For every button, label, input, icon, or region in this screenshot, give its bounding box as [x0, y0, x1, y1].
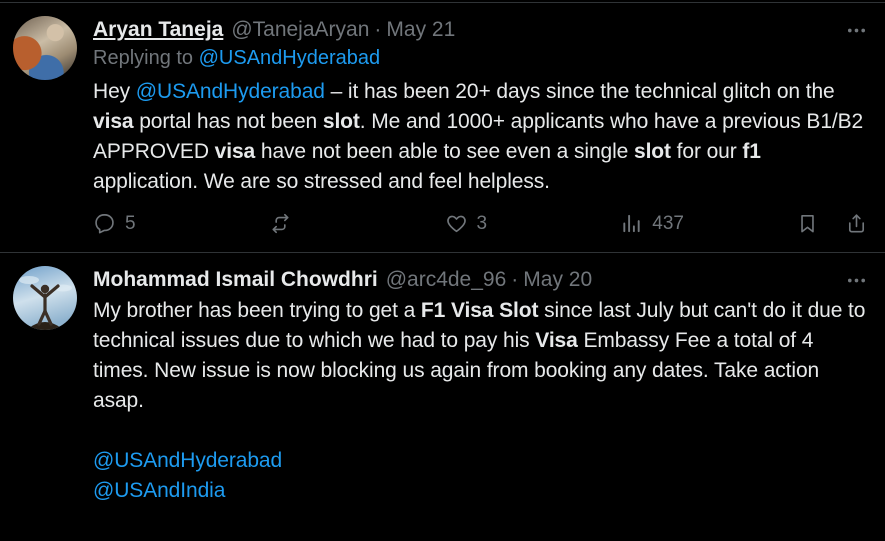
tweet-aryan-taneja[interactable] [0, 2, 885, 252]
tweet-meta [231, 16, 455, 44]
highlighted-keyword: F1 Visa Slot [420, 299, 539, 322]
replying-to-mention-link[interactable]: @USAndHyderabad [198, 47, 381, 69]
display-name[interactable]: Mohammad Ismail Chowdhri [93, 268, 378, 291]
more-icon [845, 269, 868, 292]
like-count: 3 [476, 212, 488, 234]
highlighted-keyword: slot [633, 140, 671, 163]
more-menu-button[interactable] [835, 16, 868, 42]
tweet-meta [386, 266, 592, 294]
bookmark-icon [796, 212, 819, 235]
tweet-content [93, 266, 868, 506]
mention-link[interactable]: @USAndHyderabad [135, 80, 325, 103]
avatar-mohammad-ismail[interactable] [13, 266, 77, 330]
replying-to-line [93, 44, 868, 72]
avatar-column [13, 16, 77, 252]
tweet-header [93, 266, 868, 294]
views-button[interactable] [620, 212, 684, 235]
more-icon [845, 19, 868, 42]
separator-dot: · [374, 18, 382, 41]
text-segment: Embassy Fee a total of 4 times. New issue is now blocking us again from booking any dates. Take action asap. [93, 329, 820, 412]
tweet-timestamp[interactable]: May 21 [386, 18, 456, 41]
tweet-action-bar [93, 212, 868, 252]
replying-to-label: Replying to [93, 47, 199, 69]
tweet-text [93, 296, 868, 506]
user-handle[interactable]: @arc4de_96 [385, 268, 507, 291]
highlighted-keyword: visa [214, 140, 256, 163]
text-segment: portal has not been [133, 110, 323, 133]
avatar-column [13, 266, 77, 506]
analytics-icon [620, 212, 643, 235]
mention-link[interactable]: @USAndIndia [93, 479, 226, 502]
tweet-content [93, 16, 868, 252]
tweet-mohammad-ismail-chowdhri[interactable] [0, 252, 885, 506]
reply-button[interactable] [93, 212, 136, 235]
heart-icon [445, 212, 468, 235]
text-segment: have not been able to see even a single [255, 140, 634, 163]
highlighted-keyword: Visa [535, 329, 578, 352]
text-segment: Hey [93, 80, 136, 103]
reply-icon [93, 212, 116, 235]
bookmark-button[interactable] [796, 212, 819, 235]
text-segment: for our [670, 140, 743, 163]
retweet-button[interactable] [269, 212, 302, 235]
reply-count: 5 [125, 212, 136, 234]
separator-dot: · [511, 268, 519, 291]
text-segment: application. We are so stressed and feel helpless. [93, 170, 550, 193]
share-button[interactable] [845, 212, 868, 235]
highlighted-keyword: f1 [742, 140, 761, 163]
views-count: 437 [652, 212, 684, 234]
display-name[interactable]: Aryan Taneja [93, 18, 224, 41]
text-segment: – it has been 20+ days since the technical glitch on the [324, 80, 835, 103]
mention-link[interactable]: @USAndHyderabad [93, 449, 283, 472]
tweet-header [93, 16, 868, 44]
retweet-icon [269, 212, 292, 235]
like-button[interactable] [445, 212, 488, 235]
avatar-aryan-taneja[interactable] [13, 16, 77, 80]
tweet-timestamp[interactable]: May 20 [523, 268, 593, 291]
text-segment: My brother has been trying to get a [93, 299, 421, 322]
highlighted-keyword: slot [322, 110, 360, 133]
highlighted-keyword: visa [93, 110, 134, 133]
bookmark-share-group [796, 212, 868, 235]
text-segment: . Me and 1000+ applicants who have a previous B1/B2 APPROVED [93, 110, 864, 163]
user-handle[interactable]: @TanejaAryan [231, 18, 370, 41]
share-icon [845, 212, 868, 235]
more-menu-button[interactable] [835, 266, 868, 292]
avatar-sky-figure-image [13, 266, 77, 330]
tweet-text [93, 77, 868, 197]
text-segment: since last July but can't do it due to technical issues due to which we had to pay his [93, 299, 866, 352]
